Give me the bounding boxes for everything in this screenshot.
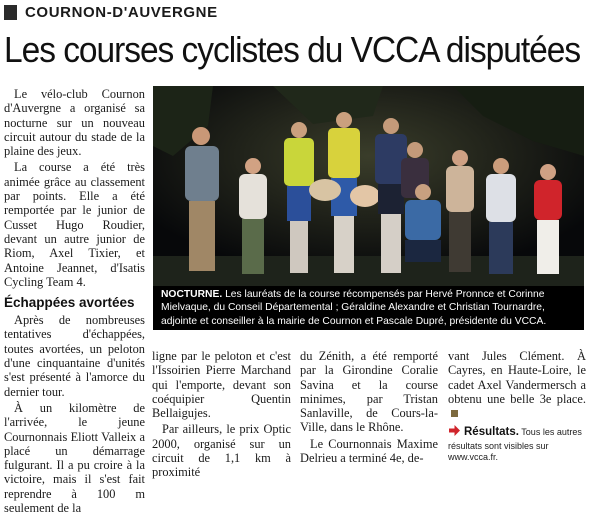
person-figure — [446, 150, 474, 272]
paragraph: ligne par le peloton et c'est l'Issoirien Pierre Marchand qui l'emporte, devant son coéquipier Quentin Bellaigujes. — [152, 349, 291, 421]
podium-photo-illustration — [153, 86, 584, 286]
article-subhead: Échappées avortées — [4, 295, 135, 311]
results-text[interactable]: Tous les autres résultats sont visibles sur www.vcca.fr. — [448, 427, 582, 462]
paragraph: Par ailleurs, le prix Optic 2000, organisé sur un circuit de 1,1 km à proximité — [152, 422, 291, 480]
results-label: Résultats. — [464, 426, 519, 438]
person-figure — [185, 127, 219, 271]
person-figure — [486, 158, 516, 274]
paragraph: À un kilomètre de l'arrivée, le jeune Cournonnais Eliott Valleix a placé un démarrage fulgurant. Il a pu croire à la victoire, mais il s'est fait reprendre à 100 m seulement de la — [4, 400, 145, 515]
article-column-4 — [448, 349, 586, 420]
end-of-article-mark — [451, 410, 458, 417]
person-figure — [534, 164, 562, 274]
paragraph: La course a été très animée grâce au classement par points. Elle a été remportée par le junior de Cusset Hugo Roudier, devant un autre junior de Riom, Axel Tixier, et Antoine Jeannet, d'Isatis Cycling Team 4. — [4, 160, 145, 289]
paragraph: Le Cournonnais Maxime Delrieu a terminé 4e, de- — [300, 436, 438, 466]
results-line — [448, 424, 588, 464]
kicker-bar — [4, 5, 17, 20]
article-column-3 — [300, 349, 438, 465]
person-figure — [239, 158, 267, 274]
paragraph-text: vant Jules Clément. À Cayres, en Haute-Loire, le cadet Axel Vandermersch a obtenu une belle 3e place. — [448, 349, 586, 406]
paragraph — [448, 349, 586, 420]
section-kicker — [4, 4, 218, 21]
caption-lead: NOCTURNE. — [161, 289, 223, 300]
paragraph: Le vélo-club Cournon d'Auvergne a organisé sa nocturne sur un nouveau circuit autour du stade de la plaine des jeux. — [4, 87, 145, 159]
paragraph: du Zénith, a été remporté par la Girondine Coralie Savina et la course minimes, par Tristan Sanlaville, de Cours-la-Ville, dans le Rhône. — [300, 349, 438, 435]
kicker-text: COURNON-D'AUVERGNE — [25, 4, 218, 21]
article-photo — [153, 86, 584, 286]
results-box — [448, 424, 588, 464]
article-column-1 — [4, 87, 145, 515]
caption-text: Les lauréats de la course récompensés par Hervé Pronnce et Corinne Mielvaque, du Conseil Départemental ; Géraldine Alexandre et Christian Tournardre, adjointe et conseiller à la mairie de Cournon et Pascale Dupré, présidente du VCCA. — [161, 289, 547, 327]
article-column-2 — [152, 349, 291, 480]
photo-caption — [153, 286, 584, 330]
article-headline: Les courses cyclistes du VCCA disputées — [4, 29, 581, 70]
paragraph: Après de nombreuses tentatives d'échappées, toutes avortées, un peloton d'une cinquantaine d'unités s'est présenté à l'amorce du dernier tour. — [4, 313, 145, 399]
arrow-right-icon — [448, 424, 461, 441]
